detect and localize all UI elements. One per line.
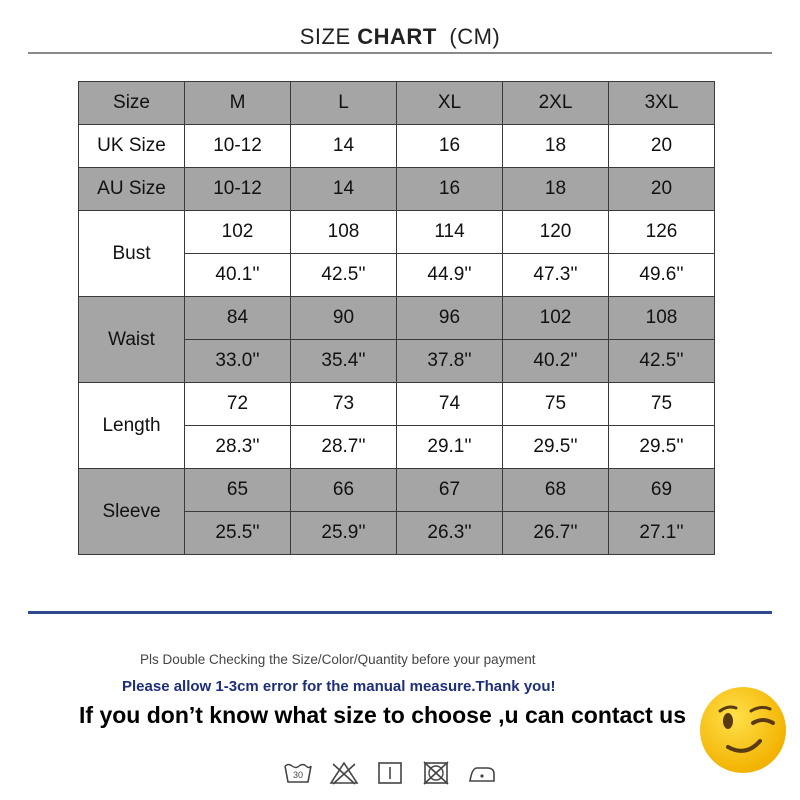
care-icons bbox=[283, 760, 497, 786]
size-cell: L bbox=[291, 82, 397, 125]
table-cell: 73 bbox=[291, 383, 397, 426]
tumble-dry-icon bbox=[375, 760, 405, 786]
table-cell: 14 bbox=[291, 125, 397, 168]
size-cell: M bbox=[185, 82, 291, 125]
sleeve-cm-row bbox=[79, 469, 715, 512]
waist-cm-row bbox=[79, 297, 715, 340]
title-block bbox=[0, 24, 800, 50]
bust-cm-row bbox=[79, 211, 715, 254]
table-cell: 40.2'' bbox=[503, 340, 609, 383]
table-cell: 102 bbox=[503, 297, 609, 340]
title-unit: (CM) bbox=[449, 24, 501, 49]
table-cell: 28.7'' bbox=[291, 426, 397, 469]
table-cell: 29.1'' bbox=[397, 426, 503, 469]
title-divider bbox=[28, 52, 772, 54]
table-cell: 66 bbox=[291, 469, 397, 512]
table-cell: 27.1'' bbox=[609, 512, 715, 555]
table-cell: 68 bbox=[503, 469, 609, 512]
length-cm-row bbox=[79, 383, 715, 426]
table-cell: 75 bbox=[609, 383, 715, 426]
double-check-note: Pls Double Checking the Size/Color/Quantity before your payment bbox=[140, 652, 536, 667]
row-label: Bust bbox=[79, 211, 185, 297]
table-cell: 47.3'' bbox=[503, 254, 609, 297]
table-cell: 26.3'' bbox=[397, 512, 503, 555]
size-chart-table bbox=[78, 81, 715, 555]
title-chart: CHART bbox=[357, 24, 437, 49]
row-label: UK Size bbox=[79, 125, 185, 168]
table-cell: 40.1'' bbox=[185, 254, 291, 297]
table-cell: 120 bbox=[503, 211, 609, 254]
table-cell: 67 bbox=[397, 469, 503, 512]
table-cell: 96 bbox=[397, 297, 503, 340]
no-bleach-icon bbox=[329, 760, 359, 786]
wash-temp-label: 30 bbox=[292, 770, 304, 780]
table-cell: 18 bbox=[503, 125, 609, 168]
row-label: Length bbox=[79, 383, 185, 469]
size-header-row bbox=[79, 82, 715, 125]
table-cell: 108 bbox=[609, 297, 715, 340]
size-cell: 3XL bbox=[609, 82, 715, 125]
uk-size-row bbox=[79, 125, 715, 168]
table-cell: 69 bbox=[609, 469, 715, 512]
table-cell: 74 bbox=[397, 383, 503, 426]
table-cell: 126 bbox=[609, 211, 715, 254]
page-title bbox=[300, 24, 501, 50]
table-cell: 33.0'' bbox=[185, 340, 291, 383]
table-cell: 10-12 bbox=[185, 125, 291, 168]
row-label: Waist bbox=[79, 297, 185, 383]
table-cell: 14 bbox=[291, 168, 397, 211]
no-dry-clean-icon bbox=[421, 760, 451, 786]
au-size-row bbox=[79, 168, 715, 211]
row-label: Sleeve bbox=[79, 469, 185, 555]
iron-icon bbox=[467, 760, 497, 786]
title-size: SIZE bbox=[299, 24, 351, 49]
table-cell: 42.5'' bbox=[291, 254, 397, 297]
table-cell: 29.5'' bbox=[609, 426, 715, 469]
section-divider bbox=[28, 611, 772, 614]
table-cell: 20 bbox=[609, 125, 715, 168]
table-cell: 90 bbox=[291, 297, 397, 340]
table-cell: 75 bbox=[503, 383, 609, 426]
table-cell: 37.8'' bbox=[397, 340, 503, 383]
table-cell: 114 bbox=[397, 211, 503, 254]
table-cell: 42.5'' bbox=[609, 340, 715, 383]
table-cell: 72 bbox=[185, 383, 291, 426]
table-cell: 10-12 bbox=[185, 168, 291, 211]
table-cell: 28.3'' bbox=[185, 426, 291, 469]
table-cell: 65 bbox=[185, 469, 291, 512]
winking-face-icon bbox=[698, 685, 788, 775]
table-cell: 44.9'' bbox=[397, 254, 503, 297]
wash-30-icon bbox=[283, 760, 313, 786]
table-cell: 102 bbox=[185, 211, 291, 254]
table-cell: 25.9'' bbox=[291, 512, 397, 555]
table-cell: 16 bbox=[397, 125, 503, 168]
error-note: Please allow 1-3cm error for the manual measure.Thank you! bbox=[122, 678, 556, 695]
row-label: AU Size bbox=[79, 168, 185, 211]
table-cell: 20 bbox=[609, 168, 715, 211]
table-cell: 16 bbox=[397, 168, 503, 211]
size-cell: 2XL bbox=[503, 82, 609, 125]
table-cell: 18 bbox=[503, 168, 609, 211]
row-label: Size bbox=[79, 82, 185, 125]
table-cell: 26.7'' bbox=[503, 512, 609, 555]
table-cell: 35.4'' bbox=[291, 340, 397, 383]
table-cell: 84 bbox=[185, 297, 291, 340]
table-cell: 49.6'' bbox=[609, 254, 715, 297]
contact-note: If you don’t know what size to choose ,u can contact us bbox=[79, 702, 687, 728]
table-cell: 29.5'' bbox=[503, 426, 609, 469]
size-cell: XL bbox=[397, 82, 503, 125]
table-cell: 108 bbox=[291, 211, 397, 254]
table-cell: 25.5'' bbox=[185, 512, 291, 555]
